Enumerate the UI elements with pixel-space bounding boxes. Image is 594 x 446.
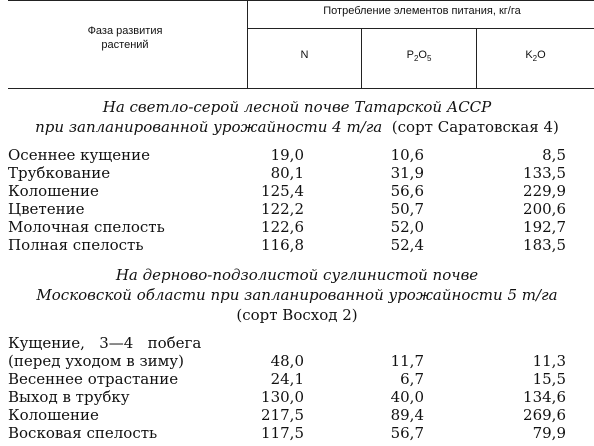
column-header-k2o: $K_2O$ [525, 49, 546, 63]
section1-heading-line1: На светло-серой лесной почве Татарской АССР [102, 98, 492, 116]
column-header-p2o5: $P_2O_5$ [406, 49, 432, 63]
header-top-rule [8, 0, 594, 1]
phase-header-line2: растений [101, 39, 149, 51]
header-sub-rule [247, 28, 594, 29]
table-row: Весеннее отрастание 24,1 6,7 15,5 [8, 370, 566, 388]
section2-heading-line1: На дерново-подзолистой суглинистой почве [115, 266, 479, 284]
section2-heading-line3: (сорт Восход 2) [236, 306, 358, 324]
table-row: Выход в трубку 130,0 40,0 134,6 [8, 388, 566, 406]
section2-heading-line2: Московской области при запланированной урожайности 5 т/га [36, 286, 558, 304]
header-vertical-divider [247, 0, 248, 88]
header-bottom-rule [8, 88, 594, 89]
table-row: Полная спелость 116,8 52,4 183,5 [8, 236, 566, 254]
table-row: Молочная спелость 122,6 52,0 192,7 [8, 218, 566, 236]
phase-column-header [20, 24, 230, 52]
consumption-header: Потребление элементов питания, кг/га [323, 5, 521, 17]
table-row: (перед уходом в зиму) 48,0 11,7 11,3 [8, 352, 566, 370]
table-row: Колошение 125,4 56,6 229,9 [8, 182, 566, 200]
table-row: Восковая спелость 117,5 56,7 79,9 [8, 424, 566, 442]
column-header-n: N [300, 49, 309, 61]
table-row: Колошение 217,5 89,4 269,6 [8, 406, 566, 424]
table-row: Кущение, 3—4 побега [8, 334, 202, 352]
phase-header-line1: Фаза развития [87, 25, 163, 37]
table-row: Трубкование 80,1 31,9 133,5 [8, 164, 566, 182]
table-row: Цветение 122,2 50,7 200,6 [8, 200, 566, 218]
section1-heading-line2: при запланированной урожайности 4 т/га (сорт Саратовская 4) [35, 118, 559, 136]
table-row: Осеннее кущение 19,0 10,6 8,5 [8, 146, 566, 164]
